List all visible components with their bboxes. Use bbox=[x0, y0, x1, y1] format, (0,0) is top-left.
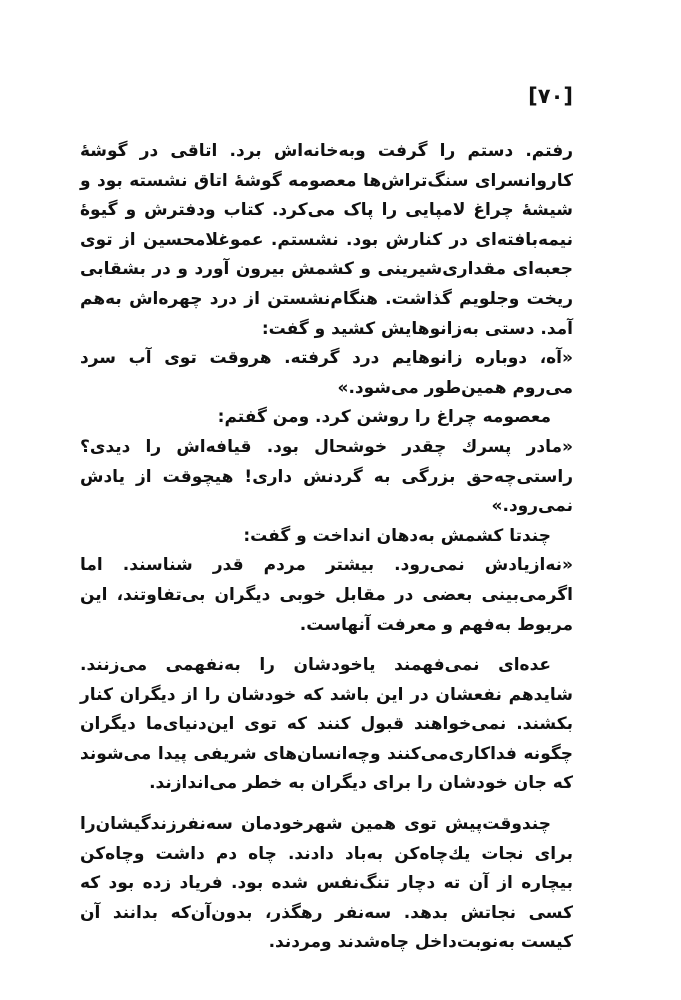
paragraph: رفتم. دستم را گرفت وبه‌خانه‌اش برد. اتاقی در گوشهٔ کاروانسرای سنگ‌تراش‌ها معصومه گوشهٔ اتاق نشسته بود و شیشهٔ چراغ لامپایی را پاک می‌کرد. کتاب ودفترش و گیوهٔ نیمه‌بافته‌ای در کنارش بود. نشستم. عموغلامحسین از توی جعبه‌ای مقداری‌شیرینی و کشمش بیرون آورد و در بشقابی ریخت وجلویم گذاشت. هنگام‌نشستن از درد چهره‌اش به‌هم آمد. دستی به‌زانوهایش کشید و گفت: bbox=[80, 141, 573, 339]
body-text bbox=[80, 137, 573, 958]
paragraph: معصومه چراغ را روشن کرد. ومن گفتم: bbox=[217, 407, 551, 428]
paragraph: عده‌ای نمی‌فهمند یاخودشان را به‌نفهمی می‌زنند. شایدهم نفعشان در این باشد که خودشان را از دیگران کنار بکشند. نمی‌خواهند قبول کنند که توی این‌دنیای‌ما دیگران چگونه فداکاری‌می‌کنند وچه‌انسان‌های شریفی پیدا می‌شوند که جان خودشان را برای دیگران به خطر می‌اندازند. bbox=[80, 655, 573, 794]
page-number: [۷۰] bbox=[528, 84, 573, 108]
paragraph: «مادر پسرك چقدر خوشحال بود. قیافه‌اش را دیدی؟ راستی‌چه‌حق بزرگی به گردنش داری! هیچوقت از یادش نمی‌رود.» bbox=[80, 436, 573, 517]
paragraph: «آه، دوباره زانوهایم درد گرفته. هروقت توی آب سرد می‌روم همین‌طور می‌شود.» bbox=[80, 348, 573, 398]
paragraph: «نه‌ازیادش نمی‌رود. بیشتر مردم قدر شناسند. اما اگرمی‌بینی بعضی در مقابل خوبی دیگران بی‌تفاوتند، این مربوط به‌فهم و معرفت آنهاست. bbox=[80, 555, 573, 635]
paragraph: چندتا کشمش به‌دهان انداخت و گفت: bbox=[243, 525, 551, 546]
paragraph: چندوقت‌پیش توی همین شهرخودمان سه‌نفرزندگیشان‌را برای نجات یك‌چاه‌کن به‌باد دادند. چاه دم داشت وچاه‌کن بیچاره از آن ته دچار تنگ‌نفس شده بود. فریاد زده بود که کسی نجاتش بدهد. سه‌نفر رهگذر، بدون‌آن‌که بدانند آن کیست به‌نوبت‌داخل چاه‌شدند ومردند. bbox=[80, 814, 573, 953]
